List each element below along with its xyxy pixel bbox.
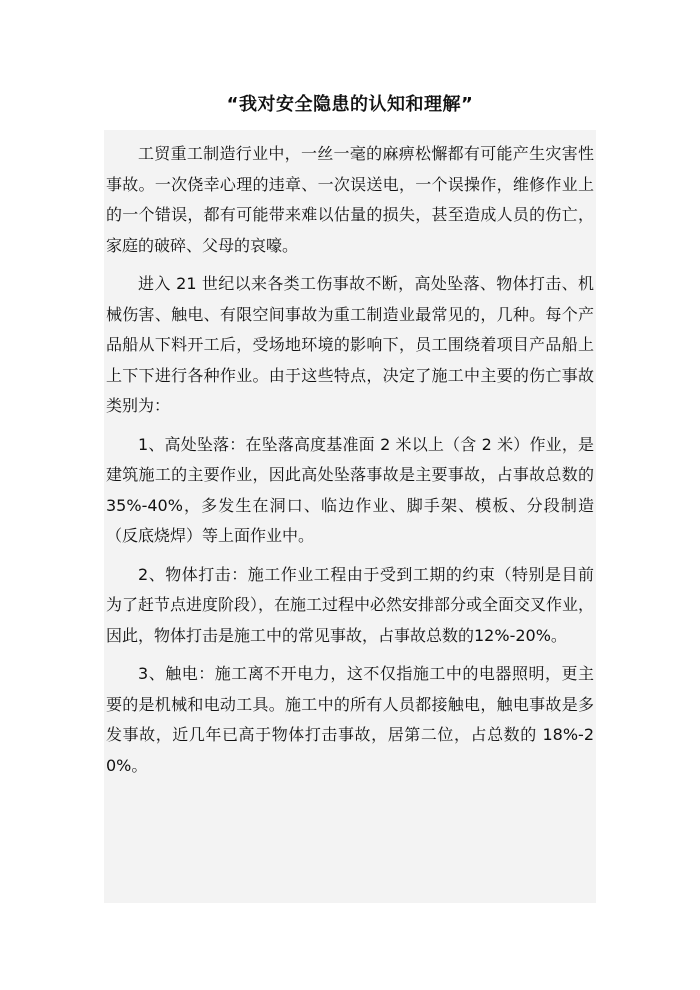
paragraph-fall-from-height: 1、高处坠落：在坠落高度基准面 2 米以上（含 2 米）作业，是建筑施工的主要作业，因此高处坠落事故是主要事故，占事故总数的 35%-40%，多发生在洞口、临边作业、脚手架、模板、分段制造（反底烧焊）等上面作业中。 (106, 434, 594, 545)
page-title: “我对安全隐患的认知和理解” (226, 94, 474, 115)
paragraph-accident-types: 进入 21 世纪以来各类工伤事故不断，高处坠落、物体打击、机械伤害、触电、有限空间事故为重工制造业最常见的，几种。每个产品船从下料开工后，受场地环境的影响下，员工围绕着项目产品船上上下下进行各种作业。由于这些特点，决定了施工中主要的伤亡事故类别为： (106, 274, 594, 415)
paragraph-object-strike: 2、物体打击：施工作业工程由于受到工期的约束（特别是目前为了赶节点进度阶段），在施工过程中必然安排部分或全面交叉作业，因此，物体打击是施工中的常见事故，占事故总数的12%-20%。 (106, 564, 595, 645)
paragraph-intro: 工贸重工制造行业中，一丝一毫的麻痹松懈都有可能产生灾害性事故。一次侥幸心理的违章、一次误送电，一个误操作，维修作业上的一个错误，都有可能带来难以估量的损失，甚至造成人员的伤亡，家庭的破碎、父母的哀嚎。 (106, 144, 594, 255)
document-body (104, 130, 596, 903)
paragraph-electric-shock: 3、触电：施工离不开电力，这不仅指施工中的电器照明，更主要的是机械和电动工具。施工中的所有人员都接触电，触电事故是多发事故，近几年已高于物体打击事故，居第二位，占总数的 18%-20%。 (106, 664, 594, 775)
